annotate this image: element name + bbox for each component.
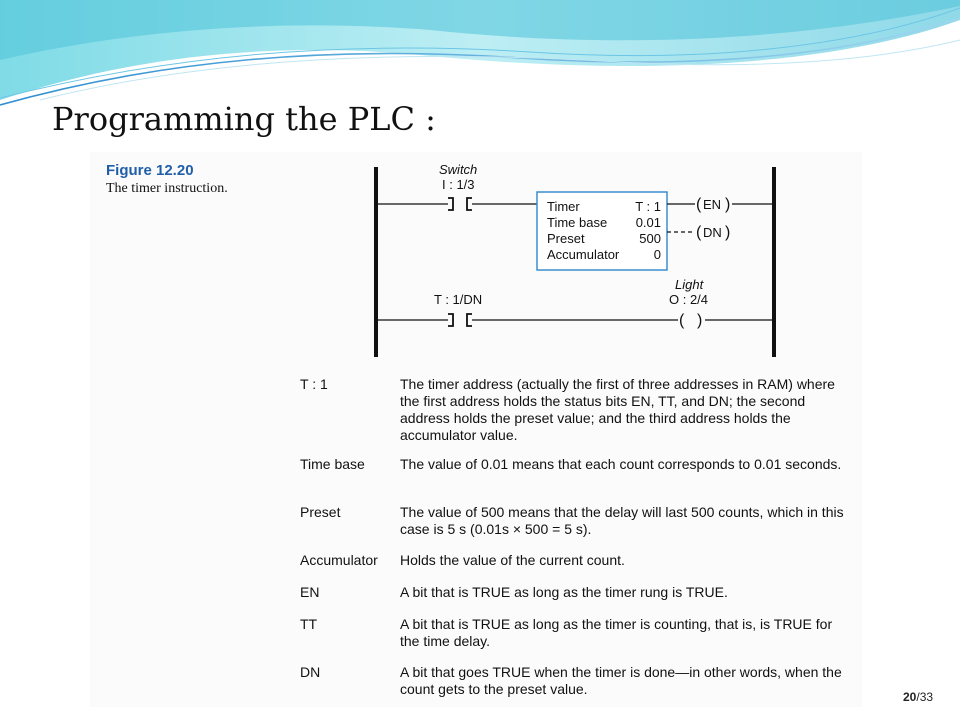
definition-text: Holds the value of the current count. <box>400 552 625 568</box>
timer-row-label: Timer <box>547 199 580 214</box>
switch-label: Switch <box>439 162 478 177</box>
timer-row-label: Time base <box>547 215 608 230</box>
figure-number: Figure 12.20 <box>106 162 194 179</box>
en-paren-close: ) <box>725 196 731 213</box>
timer-row-label: Accumulator <box>547 247 620 262</box>
en-paren-open: ( <box>696 196 702 213</box>
dn-output-label: DN <box>703 225 722 240</box>
switch-address: I : 1/3 <box>442 177 475 192</box>
timer-row-value: T : 1 <box>635 199 661 214</box>
definition-text: The value of 0.01 means that each count corresponds to 0.01 seconds. <box>400 456 842 472</box>
timer-row-value: 0 <box>653 247 661 262</box>
definition-term: Preset <box>300 504 341 520</box>
figure-caption: The timer instruction. <box>106 181 228 196</box>
definition-term: Accumulator <box>300 552 378 568</box>
definition-text: The timer address (actually the first of three addresses in RAM) where the first address holds the status bits EN, TT, and DN; the second address holds the preset value; and the third address holds the accumulator value. <box>400 376 835 443</box>
definition-text: A bit that is TRUE as long as the timer rung is TRUE. <box>400 584 728 600</box>
timer-row-value: 500 <box>639 231 661 246</box>
definition-term: Time base <box>300 456 365 472</box>
definition-term: TT <box>300 616 318 632</box>
timer-row-value: 0.01 <box>635 215 661 230</box>
page-total: /33 <box>916 690 934 704</box>
slide-title: Programming the PLC : <box>52 100 436 138</box>
dn-paren-close: ) <box>725 224 731 241</box>
definition-term: EN <box>300 584 320 600</box>
light-label: Light <box>675 277 704 292</box>
definition-term: T : 1 <box>300 376 328 392</box>
definition-term: DN <box>300 664 321 680</box>
timer-row-label: Preset <box>547 231 585 246</box>
definition-text: The value of 500 means that the delay will last 500 counts, which in this case is 5 s (0.01s × 500 = 5 s). <box>400 504 844 537</box>
dn-paren-open: ( <box>696 224 702 241</box>
page-number <box>903 690 933 704</box>
en-output-label: EN <box>703 197 722 212</box>
page-current: 20 <box>903 690 917 704</box>
dn-contact-address: T : 1/DN <box>434 292 483 307</box>
light-address: O : 2/4 <box>669 292 709 307</box>
ladder-diagram <box>360 155 800 365</box>
dn-contact <box>448 314 472 326</box>
definition-text: A bit that goes TRUE when the timer is done—in other words, when the count gets to the preset value. <box>400 664 842 697</box>
light-coil-open: ( <box>679 312 685 329</box>
definition-text: A bit that is TRUE as long as the timer is counting, that is, is TRUE for the time delay. <box>400 616 833 649</box>
switch-contact <box>448 198 472 210</box>
light-coil-close: ) <box>697 312 703 329</box>
